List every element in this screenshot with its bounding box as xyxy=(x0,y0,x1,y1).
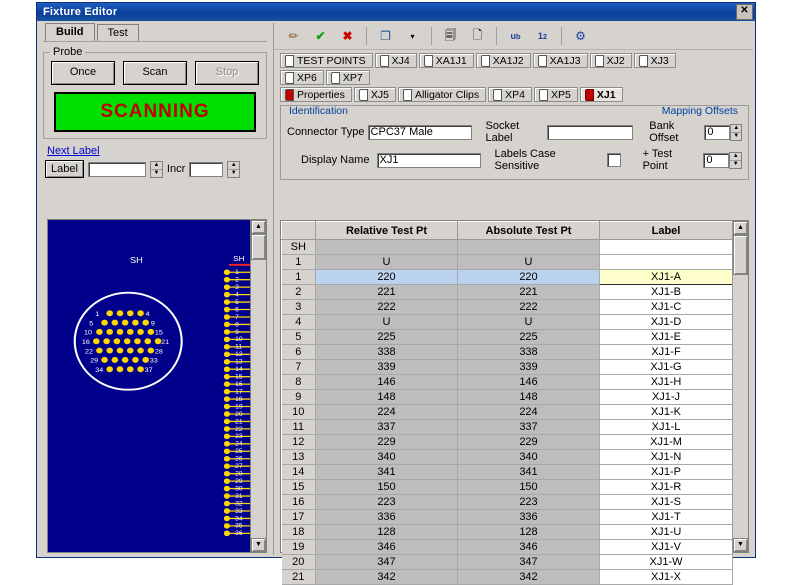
fixture-tab-label: XP7 xyxy=(342,71,363,84)
fixture-tab-label: XA1J2 xyxy=(492,54,524,67)
table-row[interactable] xyxy=(282,510,733,525)
table-row[interactable] xyxy=(282,450,733,465)
window-titlebar xyxy=(37,3,755,21)
fixture-tab-xj3[interactable] xyxy=(634,53,676,68)
connector-type-input[interactable] xyxy=(368,125,472,140)
row-header[interactable]: 10 xyxy=(282,405,316,420)
test-point-offset-spinner[interactable]: ▲ ▼ xyxy=(729,152,742,169)
grid-scroll-up[interactable]: ▲ xyxy=(733,221,748,235)
svg-text:37: 37 xyxy=(144,367,153,374)
svg-text:10: 10 xyxy=(83,329,92,337)
row-header[interactable]: 5 xyxy=(282,330,316,345)
table-body xyxy=(282,240,733,585)
cell-relative-test-pt[interactable]: 340 xyxy=(316,450,458,465)
gear-icon[interactable]: ⚙ xyxy=(569,25,592,47)
display-name-label: Display Name xyxy=(301,154,370,166)
cell-absolute-test-pt[interactable]: 223 xyxy=(458,495,600,510)
incr-spinner[interactable]: ▲ ▼ xyxy=(227,161,240,178)
connector-diagram-svg xyxy=(48,220,266,552)
close-button[interactable]: ✕ xyxy=(736,4,753,20)
col-header-label[interactable]: Label xyxy=(600,222,733,240)
tab-chip-icon xyxy=(585,89,594,101)
pencil-icon[interactable]: ✏ xyxy=(282,25,305,47)
table-row[interactable] xyxy=(282,525,733,540)
tab-build[interactable]: Build xyxy=(45,23,95,41)
cell-absolute-test-pt[interactable]: 342 xyxy=(458,570,600,585)
svg-text:24: 24 xyxy=(235,440,243,448)
cell-relative-test-pt[interactable]: 336 xyxy=(316,510,458,525)
table-row[interactable] xyxy=(282,300,733,315)
left-tabstrip xyxy=(41,23,269,41)
cell-label[interactable]: XJ1-B xyxy=(600,285,733,300)
cell-absolute-test-pt[interactable]: 346 xyxy=(458,540,600,555)
cell-absolute-test-pt[interactable]: 336 xyxy=(458,510,600,525)
display-name-row xyxy=(287,148,742,172)
svg-text:8: 8 xyxy=(235,321,239,329)
svg-text:14: 14 xyxy=(235,366,243,373)
cell-absolute-test-pt[interactable]: 338 xyxy=(458,345,600,360)
identification-group xyxy=(280,105,749,180)
label-button[interactable]: Label xyxy=(45,160,84,178)
fixture-tab-xp6[interactable] xyxy=(280,70,324,85)
labels-icon[interactable]: u b xyxy=(504,25,527,47)
fixture-tab-xj4[interactable] xyxy=(375,53,417,68)
svg-text:34: 34 xyxy=(235,515,243,523)
incr-input[interactable] xyxy=(189,162,223,177)
fixture-tab-properties[interactable] xyxy=(280,87,352,102)
row-header[interactable]: 3 xyxy=(282,300,316,315)
fixture-tab-label: XA1J1 xyxy=(435,54,467,67)
fixture-tab-label: Alligator Clips xyxy=(414,88,480,101)
grid-scrollbar[interactable] xyxy=(732,221,748,552)
cell-relative-test-pt[interactable]: 341 xyxy=(316,465,458,480)
toolbar-separator-1 xyxy=(366,27,367,45)
window-title: Fixture Editor xyxy=(43,6,118,18)
cell-absolute-test-pt[interactable]: 224 xyxy=(458,405,600,420)
table-row[interactable] xyxy=(282,240,733,255)
cell-absolute-test-pt[interactable]: 339 xyxy=(458,360,600,375)
table-row[interactable] xyxy=(282,495,733,510)
table-row[interactable] xyxy=(282,435,733,450)
tab-chip-icon xyxy=(639,55,648,67)
fixture-tab-label: XJ1 xyxy=(596,88,616,101)
row-header[interactable]: 17 xyxy=(282,510,316,525)
fixture-tab-label: XJ4 xyxy=(391,54,410,67)
cell-absolute-test-pt[interactable]: 229 xyxy=(458,435,600,450)
row-header[interactable]: 12 xyxy=(282,435,316,450)
labels-case-sensitive-label: Labels Case Sensitive xyxy=(494,148,556,172)
incr-caption: Incr xyxy=(166,163,186,175)
svg-text:21: 21 xyxy=(161,339,170,346)
bank-offset-spinner[interactable]: ▲ ▼ xyxy=(730,124,742,141)
fixture-editor-window xyxy=(36,2,756,583)
svg-text:29: 29 xyxy=(235,478,243,485)
table-row[interactable] xyxy=(282,540,733,555)
connector-type-row xyxy=(287,120,742,144)
svg-text:4: 4 xyxy=(145,311,150,318)
tab-chip-icon xyxy=(481,55,490,67)
test-point-offset-input[interactable] xyxy=(703,153,729,168)
cell-absolute-test-pt[interactable] xyxy=(458,240,600,255)
fixture-tabstrip-row1 xyxy=(274,50,753,68)
cell-label[interactable]: XJ1-L xyxy=(600,420,733,435)
table-row[interactable] xyxy=(282,330,733,345)
fixture-tab-xj5[interactable] xyxy=(354,87,396,102)
row-header[interactable]: 16 xyxy=(282,495,316,510)
table-row[interactable] xyxy=(282,375,733,390)
cell-label[interactable]: XJ1-H xyxy=(600,375,733,390)
bank-offset-input[interactable] xyxy=(704,125,730,140)
cell-relative-test-pt[interactable] xyxy=(316,240,458,255)
cell-label[interactable]: XJ1-N xyxy=(600,450,733,465)
fixture-tab-label: XJ5 xyxy=(370,88,389,101)
fixture-tab-label: Properties xyxy=(297,88,345,101)
table-row[interactable] xyxy=(282,465,733,480)
svg-text:15: 15 xyxy=(154,329,163,337)
row-header[interactable]: 4 xyxy=(282,315,316,330)
svg-text:28: 28 xyxy=(235,470,243,478)
tab-chip-icon xyxy=(380,55,389,67)
socket-label-label: Socket Label xyxy=(485,120,520,144)
cell-relative-test-pt[interactable]: 150 xyxy=(316,480,458,495)
fixture-tab-label: XP5 xyxy=(551,88,571,101)
cell-label[interactable]: XJ1-K xyxy=(600,405,733,420)
cell-label[interactable]: XJ1-V xyxy=(600,540,733,555)
label-spinner[interactable]: ▲ ▼ xyxy=(150,161,163,178)
table-row[interactable] xyxy=(282,360,733,375)
row-header[interactable]: 1 xyxy=(282,255,316,270)
col-header-index[interactable] xyxy=(282,222,316,240)
cell-label[interactable]: XJ1-R xyxy=(600,480,733,495)
table-row[interactable] xyxy=(282,390,733,405)
svg-text:SH: SH xyxy=(233,254,245,263)
toolbar-separator-3 xyxy=(496,27,497,45)
cell-label[interactable]: XJ1-C xyxy=(600,300,733,315)
tab-chip-icon xyxy=(331,72,340,84)
fixture-tab-xa1j3[interactable] xyxy=(533,53,588,68)
svg-text:SH: SH xyxy=(130,255,143,265)
cell-absolute-test-pt[interactable]: 341 xyxy=(458,465,600,480)
svg-text:1: 1 xyxy=(95,311,100,318)
cell-absolute-test-pt[interactable]: 222 xyxy=(458,300,600,315)
cell-label[interactable]: XJ1-J xyxy=(600,390,733,405)
svg-text:33: 33 xyxy=(235,508,243,515)
tab-chip-icon xyxy=(403,89,412,101)
toolbar-separator-2 xyxy=(431,27,432,45)
svg-text:9: 9 xyxy=(235,329,239,336)
cell-relative-test-pt[interactable]: U xyxy=(316,315,458,330)
fixture-tab-label: TEST POINTS xyxy=(297,54,366,67)
identification-title: Identification xyxy=(289,105,348,117)
table-row[interactable] xyxy=(282,255,733,270)
cell-absolute-test-pt[interactable]: 146 xyxy=(458,375,600,390)
row-header[interactable]: 21 xyxy=(282,570,316,585)
cell-absolute-test-pt[interactable]: 128 xyxy=(458,525,600,540)
close-icon[interactable]: ✖ xyxy=(336,25,359,47)
cell-relative-test-pt[interactable]: 342 xyxy=(316,570,458,585)
row-header[interactable]: SH xyxy=(282,240,316,255)
cell-absolute-test-pt[interactable]: U xyxy=(458,255,600,270)
cell-label[interactable]: XJ1-D xyxy=(600,315,733,330)
tab-chip-icon xyxy=(285,89,294,101)
svg-text:10: 10 xyxy=(235,336,243,344)
cell-label[interactable] xyxy=(600,255,733,270)
svg-text:34: 34 xyxy=(95,367,104,374)
cell-label[interactable]: XJ1-M xyxy=(600,435,733,450)
diagram-scrollbar[interactable] xyxy=(250,220,266,552)
fixture-tab-label: XP6 xyxy=(297,71,317,84)
table-header-row xyxy=(282,222,733,240)
svg-text:22: 22 xyxy=(235,426,243,433)
cell-relative-test-pt[interactable]: 223 xyxy=(316,495,458,510)
cell-relative-test-pt[interactable]: 229 xyxy=(316,435,458,450)
clipboard-icon[interactable]: 🗐 xyxy=(439,25,462,47)
svg-text:4: 4 xyxy=(235,291,239,299)
svg-text:1: 1 xyxy=(235,269,239,276)
svg-text:3: 3 xyxy=(235,284,239,291)
table-row[interactable] xyxy=(282,570,733,585)
fixture-tab-xa1j2[interactable] xyxy=(476,53,531,68)
table-row[interactable] xyxy=(282,345,733,360)
cell-relative-test-pt[interactable]: 339 xyxy=(316,360,458,375)
fixture-tabstrip-row3 xyxy=(274,85,753,102)
fixture-tab-xp5[interactable] xyxy=(534,87,578,102)
bank-offset-label: Bank Offset xyxy=(649,120,679,144)
col-header-absolute-test-pt[interactable]: Absolute Test Pt xyxy=(458,222,600,240)
stop-button: Stop xyxy=(195,61,259,85)
row-header[interactable]: 9 xyxy=(282,390,316,405)
label-input[interactable] xyxy=(88,162,146,177)
fixture-tab-label: XA1J3 xyxy=(549,54,581,67)
cell-label[interactable]: XJ1-W xyxy=(600,555,733,570)
cell-label[interactable]: XJ1-P xyxy=(600,465,733,480)
cell-relative-test-pt[interactable]: 148 xyxy=(316,390,458,405)
row-header[interactable]: 19 xyxy=(282,540,316,555)
table-row[interactable] xyxy=(282,555,733,570)
table-row[interactable] xyxy=(282,420,733,435)
svg-text:2: 2 xyxy=(235,276,239,284)
probe-group xyxy=(43,46,267,139)
labels-case-sensitive-checkbox[interactable] xyxy=(607,153,621,167)
fixture-tab-xp7[interactable] xyxy=(326,70,370,85)
row-header[interactable]: 14 xyxy=(282,465,316,480)
cell-label[interactable]: XJ1-U xyxy=(600,525,733,540)
svg-text:5: 5 xyxy=(89,320,94,328)
status-banner: SCANNING xyxy=(54,92,256,132)
label-entry-row xyxy=(45,160,269,178)
connector-panel xyxy=(273,23,753,583)
diagram-scroll-up[interactable]: ▲ xyxy=(251,220,266,234)
grid-scroll-thumb[interactable] xyxy=(733,235,748,275)
svg-text:31: 31 xyxy=(235,493,243,500)
svg-text:6: 6 xyxy=(235,306,239,314)
tab-chip-icon xyxy=(285,55,294,67)
cell-relative-test-pt[interactable]: 338 xyxy=(316,345,458,360)
tab-test[interactable]: Test xyxy=(97,24,139,41)
svg-text:27: 27 xyxy=(235,463,243,470)
table-row[interactable] xyxy=(282,315,733,330)
fixture-tab-alligator-clips[interactable] xyxy=(398,87,486,102)
row-header[interactable]: 11 xyxy=(282,420,316,435)
cell-relative-test-pt[interactable]: 220 xyxy=(316,270,458,285)
svg-text:23: 23 xyxy=(235,433,243,441)
probe-buttons xyxy=(50,61,260,85)
cell-label[interactable]: XJ1-A xyxy=(600,270,733,285)
cell-relative-test-pt[interactable]: 346 xyxy=(316,540,458,555)
cell-relative-test-pt[interactable]: U xyxy=(316,255,458,270)
diagram-scroll-down[interactable]: ▼ xyxy=(251,538,266,552)
cell-relative-test-pt[interactable]: 221 xyxy=(316,285,458,300)
scan-button[interactable]: Scan xyxy=(123,61,187,85)
cell-absolute-test-pt[interactable]: 340 xyxy=(458,450,600,465)
fixture-tab-xp4[interactable] xyxy=(488,87,532,102)
row-header[interactable]: 7 xyxy=(282,360,316,375)
svg-text:22: 22 xyxy=(85,348,94,356)
check-icon[interactable]: ✔ xyxy=(309,25,332,47)
tab-chip-icon xyxy=(539,89,548,101)
row-header[interactable]: 18 xyxy=(282,525,316,540)
copy-icon[interactable]: ❐ xyxy=(374,25,397,47)
svg-text:33: 33 xyxy=(149,357,158,365)
test-point-table xyxy=(281,221,733,585)
svg-text:32: 32 xyxy=(235,500,243,508)
row-header[interactable]: 8 xyxy=(282,375,316,390)
tab-chip-icon xyxy=(285,72,294,84)
fixture-tab-label: XJ2 xyxy=(606,54,625,67)
cell-relative-test-pt[interactable]: 225 xyxy=(316,330,458,345)
window-body xyxy=(37,21,755,583)
cell-label[interactable]: XJ1-S xyxy=(600,495,733,510)
cell-absolute-test-pt[interactable]: 337 xyxy=(458,420,600,435)
svg-text:16: 16 xyxy=(81,339,90,346)
table-row[interactable] xyxy=(282,480,733,495)
build-panel xyxy=(41,23,269,555)
svg-text:29: 29 xyxy=(90,357,99,365)
tab-chip-icon xyxy=(424,55,433,67)
toolbar xyxy=(274,23,753,50)
svg-text:5: 5 xyxy=(235,299,239,306)
mapping-offsets-title: Mapping Offsets xyxy=(661,105,738,117)
tab-chip-icon xyxy=(595,55,604,67)
cell-label[interactable]: XJ1-E xyxy=(600,330,733,345)
svg-text:16: 16 xyxy=(235,381,243,388)
probe-group-label: Probe xyxy=(50,46,85,58)
row-header[interactable]: 15 xyxy=(282,480,316,495)
display-name-input[interactable] xyxy=(377,153,481,168)
test-point-offset-label: + Test Point xyxy=(642,148,673,172)
cell-absolute-test-pt[interactable]: U xyxy=(458,315,600,330)
table-row[interactable] xyxy=(282,405,733,420)
cell-absolute-test-pt[interactable]: 221 xyxy=(458,285,600,300)
row-header[interactable]: 2 xyxy=(282,285,316,300)
cell-label[interactable]: XJ1-G xyxy=(600,360,733,375)
cell-label[interactable] xyxy=(600,240,733,255)
tab-chip-icon xyxy=(359,89,368,101)
fixture-tab-xj2[interactable] xyxy=(590,53,632,68)
cell-label[interactable]: XJ1-F xyxy=(600,345,733,360)
next-label-link[interactable]: Next Label xyxy=(47,145,100,157)
toolbar-separator-4 xyxy=(561,27,562,45)
paste-icon[interactable]: 🗋 xyxy=(466,25,489,47)
tab-chip-icon xyxy=(493,89,502,101)
row-header[interactable]: 13 xyxy=(282,450,316,465)
fixture-tab-label: XP4 xyxy=(505,88,526,101)
test-point-grid[interactable] xyxy=(280,220,749,583)
svg-text:21: 21 xyxy=(235,418,243,426)
cell-relative-test-pt[interactable]: 146 xyxy=(316,375,458,390)
row-header[interactable]: 6 xyxy=(282,345,316,360)
cell-absolute-test-pt[interactable]: 220 xyxy=(458,270,600,285)
svg-text:18: 18 xyxy=(235,396,243,403)
tab-chip-icon xyxy=(538,55,547,67)
col-header-relative-test-pt[interactable]: Relative Test Pt xyxy=(316,222,458,240)
svg-text:36: 36 xyxy=(235,530,243,538)
table-row[interactable] xyxy=(282,270,733,285)
row-header[interactable]: 20 xyxy=(282,555,316,570)
cell-relative-test-pt[interactable]: 128 xyxy=(316,525,458,540)
socket-label-input[interactable] xyxy=(547,125,633,140)
table-row[interactable] xyxy=(282,285,733,300)
connector-type-label: Connector Type xyxy=(287,126,365,138)
chevron-down-icon[interactable]: ▾ xyxy=(401,25,424,47)
svg-text:17: 17 xyxy=(235,388,243,396)
svg-text:9: 9 xyxy=(150,320,155,328)
fixture-tab-xa1j1[interactable] xyxy=(419,53,474,68)
svg-text:25: 25 xyxy=(235,448,243,456)
fixture-diagram[interactable] xyxy=(47,219,267,553)
fixture-tab-xj1[interactable] xyxy=(580,87,623,102)
svg-text:30: 30 xyxy=(235,485,243,493)
fixture-tab-label: XJ3 xyxy=(650,54,669,67)
svg-text:7: 7 xyxy=(235,314,239,321)
fixture-tab-test-points[interactable] xyxy=(280,53,373,68)
cell-relative-test-pt[interactable]: 347 xyxy=(316,555,458,570)
svg-text:26: 26 xyxy=(235,455,243,463)
svg-text:13: 13 xyxy=(235,358,243,366)
grid-scroll-down[interactable]: ▼ xyxy=(733,538,748,552)
svg-text:28: 28 xyxy=(154,348,163,356)
cell-absolute-test-pt[interactable]: 347 xyxy=(458,555,600,570)
cell-relative-test-pt[interactable]: 222 xyxy=(316,300,458,315)
row-header[interactable]: 1 xyxy=(282,270,316,285)
cell-absolute-test-pt[interactable]: 148 xyxy=(458,390,600,405)
svg-text:11: 11 xyxy=(235,343,243,351)
cell-label[interactable]: XJ1-X xyxy=(600,570,733,585)
numbers-icon[interactable]: 1 2 xyxy=(531,25,554,47)
cell-absolute-test-pt[interactable]: 150 xyxy=(458,480,600,495)
svg-text:12: 12 xyxy=(235,351,243,359)
diagram-scroll-thumb[interactable] xyxy=(251,234,266,260)
svg-text:35: 35 xyxy=(235,523,243,530)
svg-text:19: 19 xyxy=(235,403,243,411)
svg-text:15: 15 xyxy=(235,373,243,381)
cell-relative-test-pt[interactable]: 224 xyxy=(316,405,458,420)
fixture-tabstrip-row2 xyxy=(274,68,753,85)
cell-label[interactable]: XJ1-T xyxy=(600,510,733,525)
svg-text:20: 20 xyxy=(235,411,243,418)
cell-absolute-test-pt[interactable]: 225 xyxy=(458,330,600,345)
once-button[interactable]: Once xyxy=(51,61,115,85)
cell-relative-test-pt[interactable]: 337 xyxy=(316,420,458,435)
